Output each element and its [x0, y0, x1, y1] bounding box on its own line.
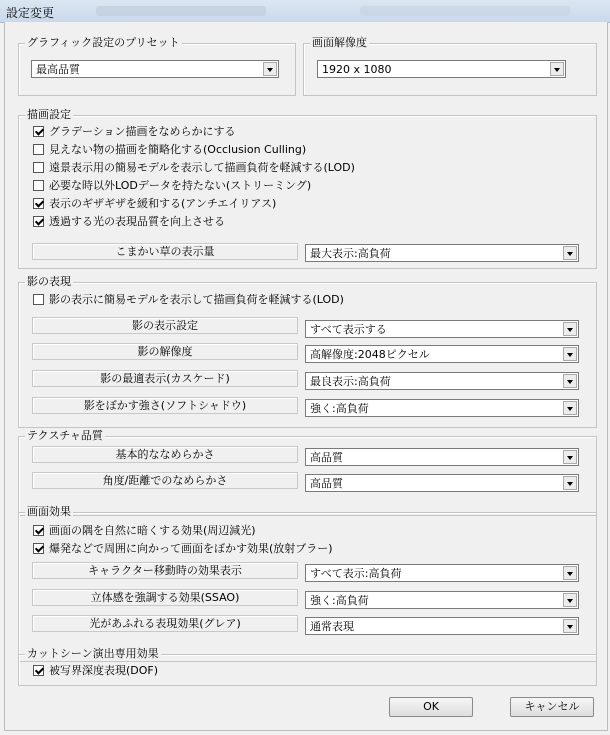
texture-group	[18, 429, 597, 516]
texture-angle-select[interactable]	[305, 474, 579, 492]
grass-select[interactable]	[305, 244, 579, 262]
checkbox-label: 画面の隅を自然に暗くする効果(周辺減光)	[49, 524, 256, 537]
checkbox[interactable]	[33, 665, 44, 676]
shadow-cascade-value: 最良表示:高負荷	[310, 375, 391, 388]
shadow-resolution-label: 影の解像度	[32, 343, 298, 360]
checkbox-label: 表示のギザギザを緩和する(アンチエイリアス)	[49, 197, 277, 210]
render-legend: 描画設定	[27, 108, 71, 121]
effects-legend: 画面効果	[27, 505, 71, 518]
effects-group	[18, 505, 597, 662]
resolution-group	[303, 36, 597, 96]
chevron-down-icon[interactable]	[563, 450, 577, 464]
glare-value: 通常表現	[310, 620, 354, 633]
resolution-select[interactable]	[317, 60, 566, 78]
checkbox-label: 被写界深度表現(DOF)	[49, 664, 159, 677]
checkbox[interactable]	[33, 216, 44, 227]
checkbox-label: 必要な時以外LODデータを持たない(ストリーミング)	[49, 179, 312, 192]
cutscene-group	[18, 647, 597, 686]
checkbox[interactable]	[33, 144, 44, 155]
preset-select[interactable]	[31, 60, 279, 78]
chevron-down-icon[interactable]	[563, 401, 577, 415]
motion-effect-value: すべて表示:高負荷	[310, 567, 402, 580]
grass-label: こまかい草の表示量	[32, 243, 298, 260]
title-bar	[0, 0, 610, 23]
checkbox-label: 見えない物の描画を簡略化する(Occlusion Culling)	[49, 143, 307, 156]
shadow-cascade-select[interactable]	[305, 372, 579, 390]
chevron-down-icon[interactable]	[563, 347, 577, 361]
shadow-cascade-label: 影の最適表示(カスケード)	[32, 370, 298, 387]
resolution-value: 1920 x 1080	[322, 63, 392, 76]
checkbox[interactable]	[33, 198, 44, 209]
shadow-display-select[interactable]	[305, 320, 579, 338]
chevron-down-icon[interactable]	[563, 322, 577, 336]
texture-angle-value: 高品質	[310, 477, 343, 490]
checkbox[interactable]	[33, 525, 44, 536]
ssao-label: 立体感を強調する効果(SSAO)	[32, 589, 298, 606]
chevron-down-icon[interactable]	[563, 619, 577, 633]
chevron-down-icon[interactable]	[563, 246, 577, 260]
title-bar-blur	[360, 6, 570, 16]
preset-value: 最高品質	[36, 63, 80, 76]
window-title: 設定変更	[6, 6, 55, 20]
checkbox[interactable]	[33, 126, 44, 137]
preset-group	[18, 36, 296, 96]
resolution-legend: 画面解像度	[312, 36, 367, 49]
title-bar-blur	[96, 6, 266, 16]
shadow-display-label: 影の表示設定	[32, 317, 298, 334]
chevron-down-icon[interactable]	[550, 62, 564, 76]
preset-legend: グラフィック設定のプリセット	[27, 36, 180, 49]
chevron-down-icon[interactable]	[563, 476, 577, 490]
grass-value: 最大表示:高負荷	[310, 247, 391, 260]
glare-select[interactable]	[305, 617, 579, 635]
shadow-legend: 影の表現	[27, 275, 71, 288]
render-group	[18, 108, 597, 269]
glare-label: 光があふれる表現効果(グレア)	[32, 615, 298, 632]
checkbox[interactable]	[33, 162, 44, 173]
ssao-value: 強く:高負荷	[310, 594, 369, 607]
checkbox-label: 影の表示に簡易モデルを表示して描画負荷を軽減する(LOD)	[49, 293, 344, 306]
checkbox-label: 遠景表示用の簡易モデルを表示して描画負荷を軽減する(LOD)	[49, 161, 355, 174]
texture-legend: テクスチャ品質	[27, 429, 103, 442]
checkbox[interactable]	[33, 180, 44, 191]
shadow-resolution-select[interactable]	[305, 345, 579, 363]
ok-button[interactable]: OK	[389, 697, 473, 717]
shadow-group	[18, 275, 597, 428]
shadow-soft-select[interactable]	[305, 399, 579, 417]
checkbox-label: 透過する光の表現品質を向上させる	[49, 215, 225, 228]
checkbox-label: グラデーション描画をなめらかにする	[49, 125, 236, 138]
texture-basic-value: 高品質	[310, 451, 343, 464]
motion-effect-select[interactable]	[305, 564, 579, 582]
texture-basic-label: 基本的ななめらかさ	[32, 446, 298, 463]
texture-angle-label: 角度/距離でのなめらかさ	[32, 472, 298, 489]
shadow-soft-label: 影をぼかす強さ(ソフトシャドウ)	[32, 397, 298, 414]
cutscene-legend: カットシーン演出専用効果	[27, 647, 159, 660]
texture-basic-select[interactable]	[305, 448, 579, 466]
shadow-display-value: すべて表示する	[310, 323, 387, 336]
chevron-down-icon[interactable]	[263, 62, 277, 76]
chevron-down-icon[interactable]	[563, 374, 577, 388]
chevron-down-icon[interactable]	[563, 566, 577, 580]
shadow-soft-value: 強く:高負荷	[310, 402, 369, 415]
checkbox[interactable]	[33, 294, 44, 305]
cancel-button[interactable]: キャンセル	[510, 697, 594, 717]
chevron-down-icon[interactable]	[563, 593, 577, 607]
checkbox[interactable]	[33, 543, 44, 554]
checkbox-label: 爆発などで周囲に向かって画面をぼかす効果(放射ブラー)	[49, 542, 333, 555]
ssao-select[interactable]	[305, 591, 579, 609]
shadow-resolution-value: 高解像度:2048ピクセル	[310, 348, 430, 361]
dialog-client	[4, 22, 608, 731]
motion-effect-label: キャラクター移動時の効果表示	[32, 562, 298, 579]
